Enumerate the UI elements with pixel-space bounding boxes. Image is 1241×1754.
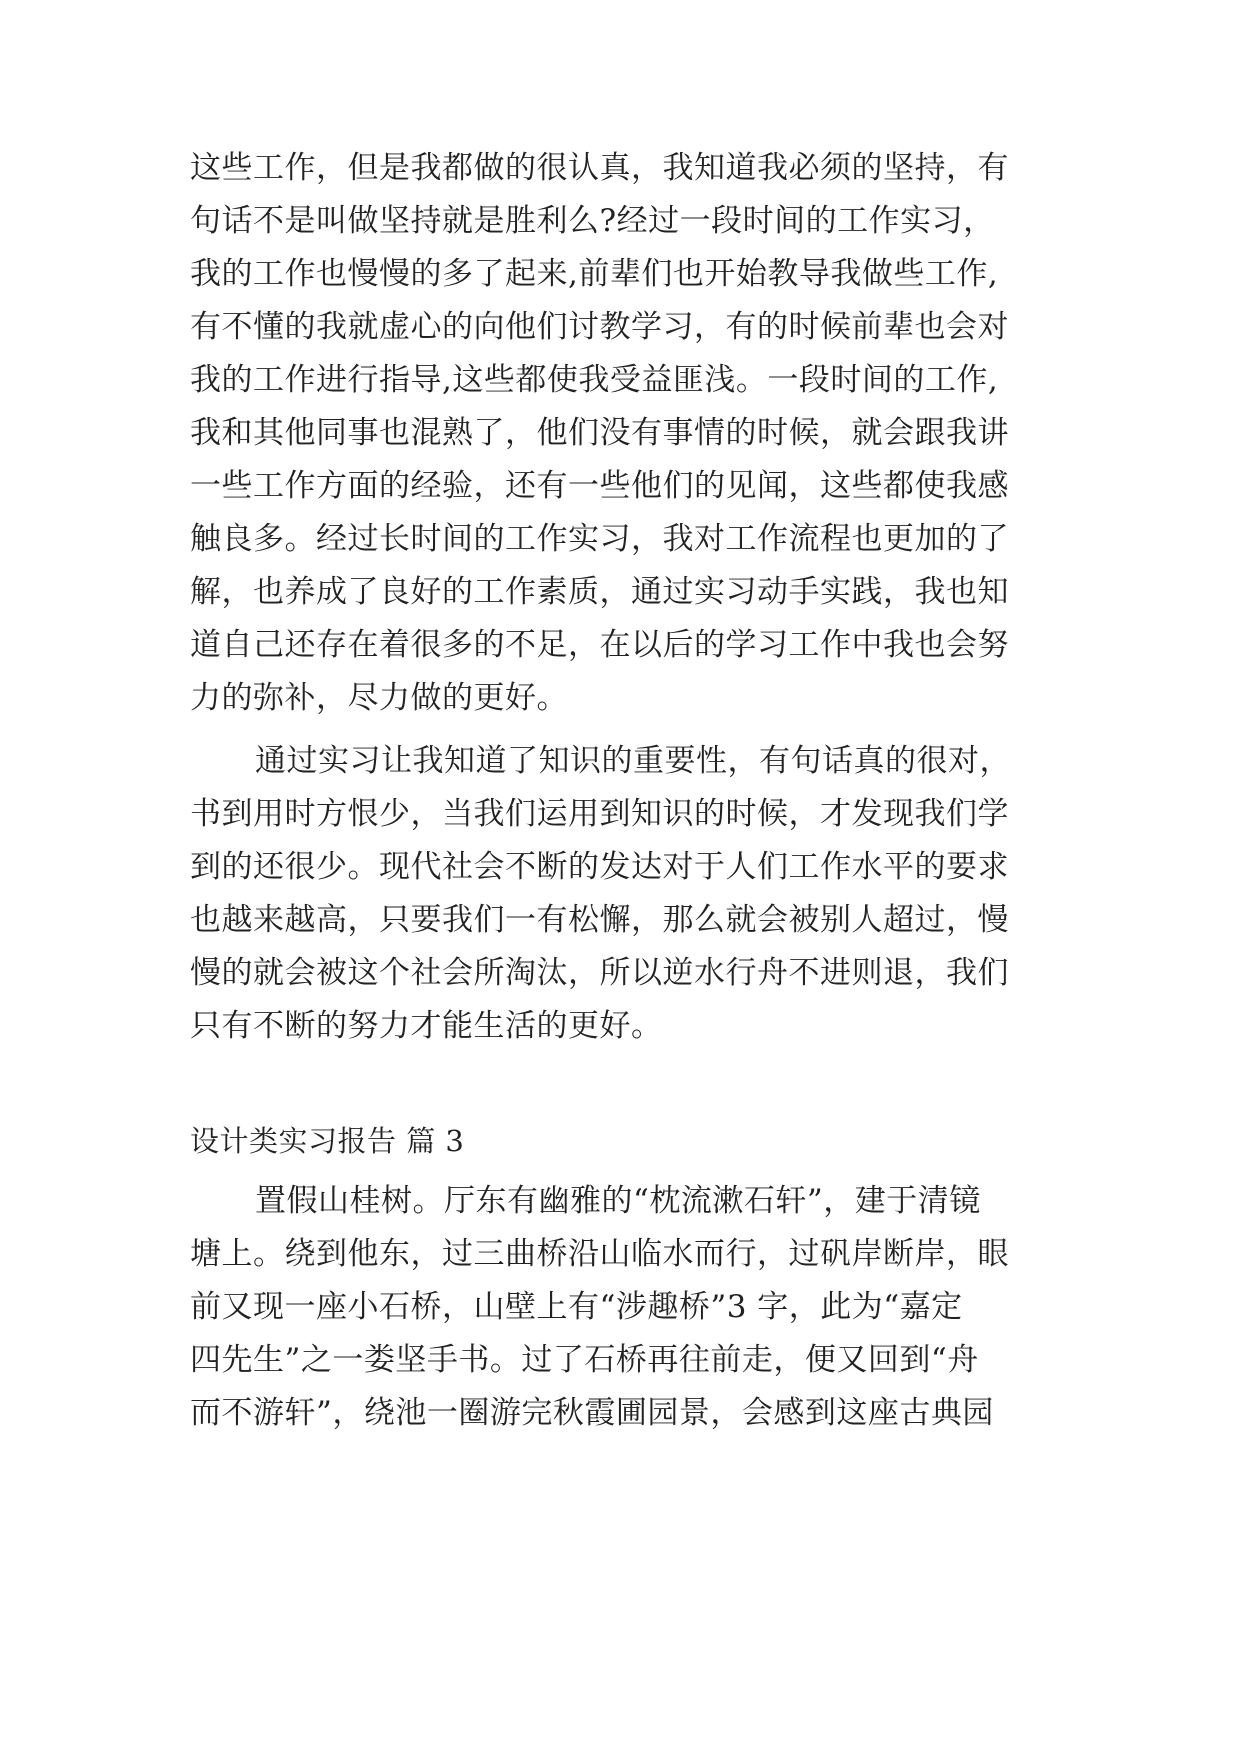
paragraph-1-line-1: 这些工作，但是我都做的很认真，我知道我必须的坚持，有 xyxy=(190,150,1009,186)
paragraph-2-line-1: 通过实习让我知道了知识的重要性，有句话真的很对， xyxy=(255,743,1011,779)
paragraph-2-line-3: 到的还很少。现代社会不断的发达对于人们工作水平的要求 xyxy=(190,849,1009,885)
paragraph-3-line-4: 四先生”之一娄坚手书。过了石桥再往前走，便又回到“舟 xyxy=(190,1342,979,1378)
paragraph-3-line-1: 置假山桂树。厅东有幽雅的“枕流漱石轩”，建于清镜 xyxy=(255,1183,981,1219)
paragraph-2-line-5: 慢的就会被这个社会所淘汰，所以逆水行舟不进则退，我们 xyxy=(190,955,1009,991)
paragraph-3-line-5: 而不游轩”，绕池一圈游完秋霞圃园景，会感到这座古典园 xyxy=(190,1395,994,1431)
paragraph-1-line-8: 触良多。经过长时间的工作实习，我对工作流程也更加的了 xyxy=(190,521,1009,557)
paragraph-1-line-6: 我和其他同事也混熟了，他们没有事情的时候，就会跟我讲 xyxy=(190,415,1009,451)
paragraph-1-line-2: 句话不是叫做坚持就是胜利么?经过一段时间的工作实习， xyxy=(190,203,995,239)
paragraph-1-line-7: 一些工作方面的经验，还有一些他们的见闻，这些都使我感 xyxy=(190,468,1009,504)
section-heading: 设计类实习报告 篇 3 xyxy=(190,1124,465,1158)
paragraph-1-line-3: 我的工作也慢慢的多了起来,前辈们也开始教导我做些工作, xyxy=(190,256,999,292)
paragraph-1-line-11: 力的弥补，尽力做的更好。 xyxy=(190,680,568,716)
paragraph-2-line-4: 也越来越高，只要我们一有松懈，那么就会被别人超过，慢 xyxy=(190,902,1009,938)
paragraph-1-line-4: 有不懂的我就虚心的向他们讨教学习，有的时候前辈也会对 xyxy=(190,309,1009,345)
paragraph-1-line-5: 我的工作进行指导,这些都使我受益匪浅。一段时间的工作, xyxy=(190,362,999,398)
paragraph-2-line-2: 书到用时方恨少，当我们运用到知识的时候，才发现我们学 xyxy=(190,796,1009,832)
paragraph-3-line-2: 塘上。绕到他东，过三曲桥沿山临水而行，过矾岸断岸，眼 xyxy=(190,1236,1009,1272)
paragraph-3-line-3: 前又现一座小石桥，山壁上有“涉趣桥”3 字，此为“嘉定 xyxy=(190,1289,963,1325)
paragraph-2-line-6: 只有不断的努力才能生活的更好。 xyxy=(190,1008,663,1044)
paragraph-1-line-10: 道自己还存在着很多的不足，在以后的学习工作中我也会努 xyxy=(190,627,1009,663)
paragraph-1-line-9: 解，也养成了良好的工作素质，通过实习动手实践，我也知 xyxy=(190,574,1009,610)
